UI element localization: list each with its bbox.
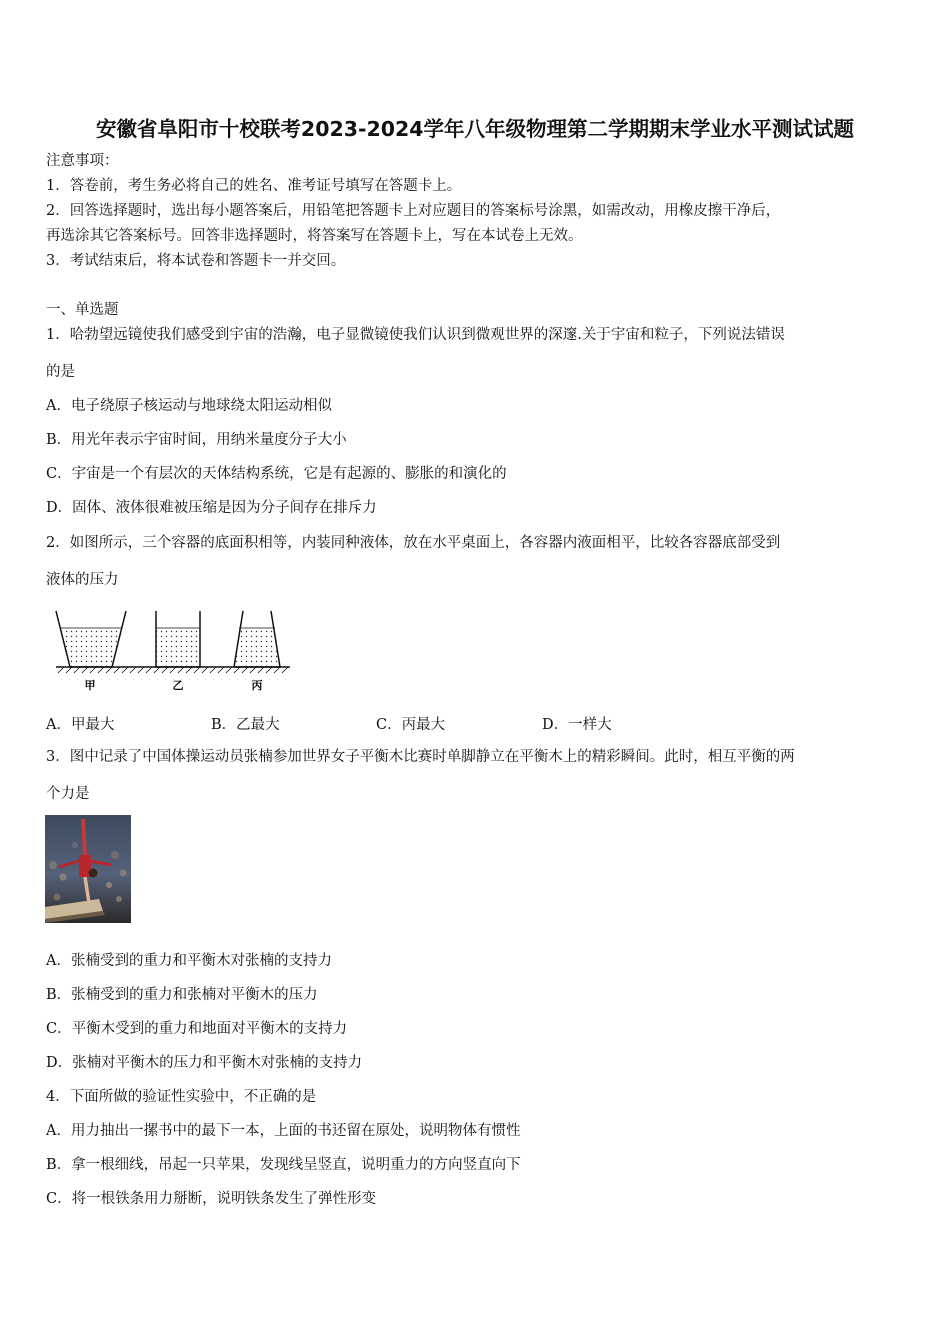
q1-stem: 1．哈勃望远镜使我们感受到宇宙的浩瀚，电子显微镜使我们认识到微观世界的深邃.关于宇宙和粒子，下列说法错误 [46,327,785,343]
q2-option-c: C．丙最大 [376,717,446,733]
q1-stem-cont: 的是 [46,364,75,380]
q4-stem: 4．下面所做的验证性实验中，不正确的是 [46,1089,317,1105]
q3-option-a: A．张楠受到的重力和平衡木对张楠的支持力 [46,953,332,969]
notice-heading: 注意事项： [46,153,119,169]
q2-option-d: D．一样大 [542,717,612,733]
q4-option-a: A．用力抽出一摞书中的最下一本，上面的书还留在原处，说明物体有惯性 [46,1123,521,1139]
gymnast-image [45,815,131,923]
q3-option-b: B．张楠受到的重力和张楠对平衡木的压力 [46,987,318,1003]
q2-stem: 2．如图所示，三个容器的底面积相等，内装同种液体，放在水平桌面上，各容器内液面相平，比较各容器底部受到 [46,535,781,551]
notice-item: 再选涂其它答案标号。回答非选择题时，将答案写在答题卡上，写在本试卷上无效。 [46,228,583,244]
containers-diagram [50,605,295,697]
q2-stem-cont: 液体的压力 [46,572,119,588]
q1-option-c: C．宇宙是一个有层次的天体结构系统，它是有起源的、膨胀的和演化的 [46,466,507,482]
q1-option-b: B．用光年表示宇宙时间，用纳米量度分子大小 [46,432,347,448]
q2-option-a: A．甲最大 [46,717,115,733]
section-heading: 一、单选题 [46,302,119,318]
q2-options [46,713,746,733]
page-title: 安徽省阜阳市十校联考2023-2024学年八年级物理第二学期期末学业水平测试试题 [95,117,855,141]
figure-label-jia: 甲 [84,679,96,692]
notice-item: 1．答卷前，考生务必将自己的姓名、准考证号填写在答题卡上。 [46,178,462,194]
gymnast-photo [45,815,131,923]
containers-figure [50,605,295,697]
q2-option-b: B．乙最大 [211,717,280,733]
q3-stem: 3．图中记录了中国体操运动员张楠参加世界女子平衡木比赛时单脚静立在平衡木上的精彩瞬间。此时，相互平衡的两 [46,749,795,765]
q3-stem-cont: 个力是 [46,786,90,802]
q4-option-b: B．拿一根细线，吊起一只苹果，发现线呈竖直，说明重力的方向竖直向下 [46,1157,521,1173]
notice-item: 2．回答选择题时，选出每小题答案后，用铅笔把答题卡上对应题目的答案标号涂黑，如需改动，用橡皮擦干净后， [46,203,781,219]
q1-option-d: D．固体、液体很难被压缩是因为分子间存在排斥力 [46,500,377,516]
q3-option-c: C．平衡木受到的重力和地面对平衡木的支持力 [46,1021,348,1037]
q4-option-c: C．将一根铁条用力掰断，说明铁条发生了弹性形变 [46,1191,377,1207]
notice-item: 3．考试结束后，将本试卷和答题卡一并交回。 [46,253,346,269]
q3-option-d: D．张楠对平衡木的压力和平衡木对张楠的支持力 [46,1055,363,1071]
figure-label-yi: 乙 [172,679,184,692]
figure-label-bing: 丙 [251,679,263,692]
q1-option-a: A．电子绕原子核运动与地球绕太阳运动相似 [46,398,332,414]
